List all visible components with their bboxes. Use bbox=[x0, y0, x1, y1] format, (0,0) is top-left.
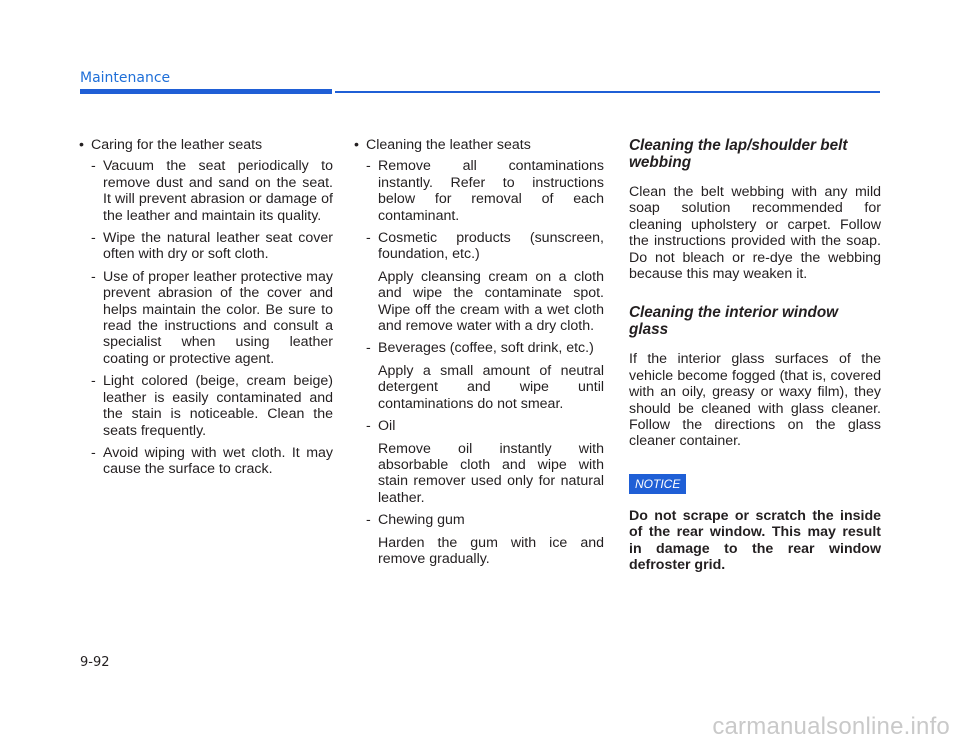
list-item-text: Harden the gum with ice and remove gradually. bbox=[378, 534, 604, 567]
paragraph-belt-webbing: Clean the belt webbing with any mild soap solution recommended for cleaning upholstery or carpet. Follow the instructions provided with the soap. Do not bleach or re-dye the webbing because this may weaken it. bbox=[629, 184, 881, 283]
list-item: - Use of proper leather protective may prevent abrasion of the cover and helps maintain the color. Be sure to read the instructions and consult a specialist when using leather coating or protective agent. bbox=[91, 268, 333, 367]
notice-badge: NOTICE bbox=[629, 474, 686, 494]
column-leather-care bbox=[79, 137, 333, 484]
list-item-label: - Oil bbox=[366, 418, 396, 435]
list-item: - Wipe the natural leather seat cover often with dry or soft cloth. bbox=[91, 230, 333, 263]
paragraph-window-glass: If the interior glass surfaces of the vehicle become fogged (that is, covered with an oily, greasy or waxy film), they should be cleaned with glass cleaner. Follow the directions on the glass cleaner container. bbox=[629, 351, 881, 450]
notice-text: Do not scrape or scratch the inside of the rear window. This may result in damage to the rear window defroster grid. bbox=[629, 507, 881, 574]
header-rule-thick bbox=[80, 89, 332, 94]
list-item-text: Remove oil instantly with absorbable cloth and wipe with stain remover used only for natural leather. bbox=[378, 440, 604, 506]
bullet-heading: • Cleaning the leather seats bbox=[354, 137, 604, 153]
list-item-label: - Cosmetic products (sunscreen, foundation, etc.) bbox=[366, 230, 604, 263]
page-number: 9-92 bbox=[80, 655, 110, 670]
list-item-text: Apply cleansing cream on a cloth and wipe the contaminate spot. Wipe off the cream with a wet cloth and remove water with a dry cloth. bbox=[378, 268, 604, 335]
section-title: Maintenance bbox=[80, 70, 171, 86]
list-item-label: - Beverages (coffee, soft drink, etc.) bbox=[366, 340, 594, 357]
list-item: - Light colored (beige, cream beige) leather is easily contaminated and the stain is noticeable. Clean the seats frequently. bbox=[91, 373, 333, 439]
list-item-label: - Chewing gum bbox=[366, 512, 465, 529]
list-item: - Avoid wiping with wet cloth. It may cause the surface to crack. bbox=[91, 444, 333, 478]
list-item: - Remove all contaminations instantly. Refer to instructions below for removal of each contaminant. bbox=[366, 158, 604, 224]
bullet-heading: • Caring for the leather seats bbox=[79, 137, 333, 153]
column-belt-glass bbox=[629, 137, 881, 574]
list-item: - Vacuum the seat periodically to remove dust and sand on the seat. It will prevent abrasion or damage of the leather and maintain its quality. bbox=[91, 158, 333, 224]
header-rule-thin bbox=[335, 91, 880, 93]
heading-belt-webbing: Cleaning the lap/shoulder belt webbing bbox=[629, 137, 848, 171]
watermark: carmanualsonline.info bbox=[712, 713, 950, 740]
list-item-text: Apply a small amount of neutral detergent and wipe until contaminations do not smear. bbox=[378, 362, 604, 412]
column-leather-cleaning bbox=[354, 137, 604, 573]
heading-window-glass: Cleaning the interior window glass bbox=[629, 304, 839, 339]
